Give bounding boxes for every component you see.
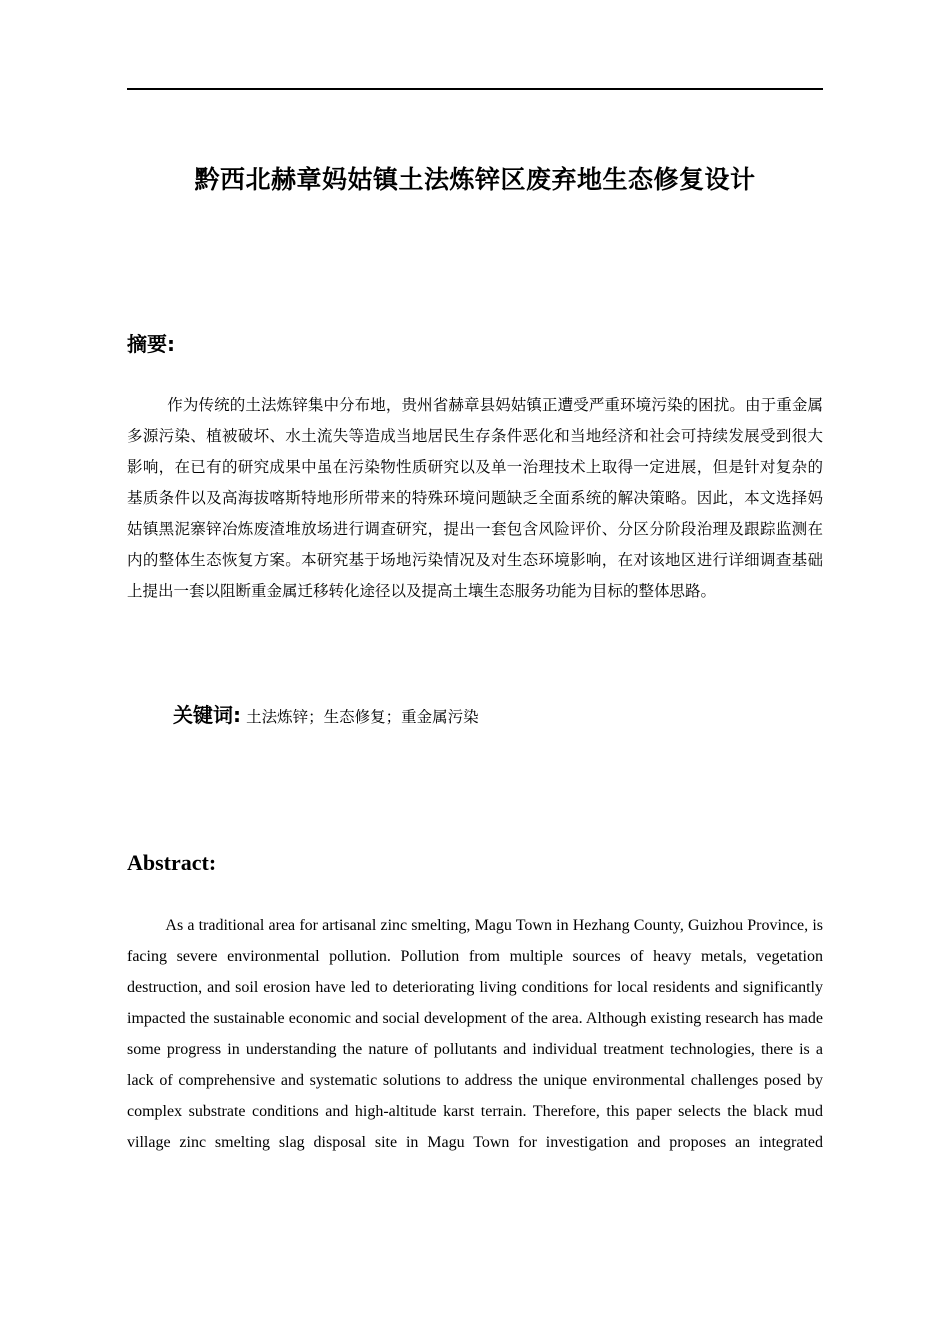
abstract-cn-heading: 摘要:	[127, 332, 175, 356]
abstract-en-body: As a traditional area for artisanal zinc smelting, Magu Town in Hezhang County, Guizhou Province, is facing severe environmental pollution. Pollution from multiple sources of heavy metals, vegetation destruction, and soil erosion have led to deteriorating living conditions for local residents and significantly impacted the sustainable economic and social development of the area. Although existing research has made some progress in understanding the nature of pollutants and individual treatment technologies, there is a lack of comprehensive and systematic solutions to address the unique environmental challenges posed by complex substrate conditions and high-altitude karst terrain. Therefore, this paper selects the black mud village zinc smelting slag disposal site in Magu Town for investigation and proposes an integrated	[127, 917, 823, 1151]
keywords-label: 关键词:	[173, 703, 241, 727]
abstract-cn-body: 作为传统的土法炼锌集中分布地，贵州省赫章县妈姑镇正遭受严重环境污染的困扰。由于重金属多源污染、植被破坏、水土流失等造成当地居民生存条件恶化和当地经济和社会可持续发展受到很大影响，在已有的研究成果中虽在污染物性质研究以及单一治理技术上取得一定进展，但是针对复杂的基质条件以及高海拔喀斯特地形所带来的特殊环境问题缺乏全面系统的解决策略。因此，本文选择妈姑镇黑泥寨锌冶炼废渣堆放场进行调查研究，提出一套包含风险评价、分区分阶段治理及跟踪监测在内的整体生态恢复方案。本研究基于场地污染情况及对生态环境影响，在对该地区进行详细调查基础上提出一套以阻断重金属迁移转化途径以及提高土壤生态服务功能为目标的整体思路。	[127, 396, 823, 600]
header-rule	[127, 88, 823, 90]
paper-title: 黔西北赫章妈姑镇土法炼锌区废弃地生态修复设计	[194, 165, 756, 194]
keywords-line	[173, 700, 479, 732]
abstract-en-heading: Abstract:	[127, 850, 217, 875]
keywords-text: 土法炼锌；生态修复；重金属污染	[246, 708, 479, 726]
